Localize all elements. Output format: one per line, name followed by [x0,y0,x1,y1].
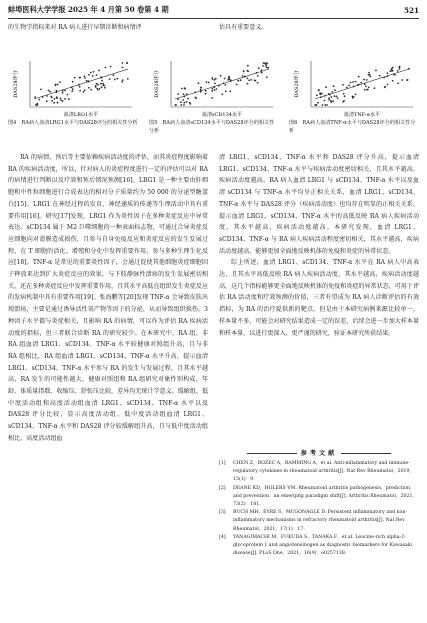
data-point [189,102,191,104]
data-point [318,90,320,92]
body-paragraph: 清 LRG1、sCD134、TNF-α 水平和 DAS28 评分升高，提示血清 LRG1、sCD134、TNF-α 水平与疾病活动度密切相关，且其水平越高，疾病活动度越高。RA 病人血清 LRG1 与 sCD134、TNF-α 水平以及血清 sCD134 与 TNF-α 水平均呈正相关关系，血清 LRG1、sCD134、TNF-α 水平与 DAS28 评分（疾病活动度）也均存在明显的正相关关系，提示血清 LRG1、sCD134、TNF-α 水平的高低反映 RA 病人疾病活动度，其水平越高，疾病活动度越高。本研究发现，血清 LRG1、sCD134、TNF-α 与 RA 病人疾病活动程度密切相关，其水平越高，疾病活动度越高，能够更加全面地反映机体的免疫和炎症的异常状态。 [219,154,419,255]
data-point [109,78,111,80]
reference-number: [4] [219,534,226,540]
data-point [315,104,317,106]
data-point [184,87,186,89]
data-point [364,89,366,91]
data-point [242,75,244,77]
data-point [50,96,52,98]
data-point [114,79,116,81]
data-point [247,70,249,72]
data-point [237,80,239,82]
divider [247,453,297,454]
data-point [205,93,207,95]
figure-4 [8,57,138,147]
y-axis-label: DAS28评分 [294,70,300,98]
data-point [220,75,222,77]
reference-number: [2] [219,485,226,491]
data-point [392,67,394,69]
data-point [79,90,81,92]
scatter-plot-lrg1 [8,57,138,119]
data-point [336,95,338,97]
data-point [324,100,326,102]
data-point [180,104,182,106]
reference-text: DEANE KD，HOLERS VM. Rheumatoid arthritis pathogenesis，prediction，and prevention：an emerging paradigm shift[J]. Arthritis Rheumatol，2021，73(2)：181. [233,485,418,508]
body-paragraph: RA 的病情、预后等主要依赖疾病活动度的评估，而其炎症程度影响着 RA 的疾病活动度，所以，针对病人的炎症程度进行一定的评估可以对 RA 的病情进行判断以及疗效和预后情况预测[16]。LRG1 是一种主要由肝细胞和中性粒细胞进行合成表达的相对分子质量约为 50 000 的分泌型糖蛋白[15]。LRG1 在神经过程的发育、神经递质的传递等生理活动中具有重要作用[16]。研究[17]发现，LRG1 作为炎性因子在多种炎症反应中异常表达。sCD134 属于 M2 巨噬细胞的一种表面标志物，可通过合导炎症反应细胞向对滑膜造成损伤，且参与自身免疫反应和炎症反应的发生发展过程，在 T 细胞的活化、增殖和分化中发挥重要作用，参与多种生理生化反应[18]。TNF-α 是常见的重要炎性因子，会通过促使其他细胞炎症细胞因子释放来达到扩大炎症反应的效果，与下肢静脉性溃疡的发生发展密切相关，还在多种炎症反应中发挥重要作用，且其水平高低在组织发生炎症反应的发病机制中具有重要作用[19]。张海鹏等[20]发现 TNF-α 会导致皮肤出现溃疡，主要是通过诱导活性氧产物等因子的分泌，从而导致组织损伤。3 种因子水平都与炎症相关，且影响 RA 的病情，可以作为评估 RA 疾病活动度的指标，但三者联合诊断 RA 的研究较少。在本研究中，RA 组、非 RA 组血清 LRG1、sCD134、TNF-α 水平较健康对照组升高，且与非 RA 组相比，RA 组血清 LRG1、sCD134、TNF-α 水平升高，提示血清 LRG1、sCD134、TNF-α 水平参与 RA 的发生与发展过程，且其水平越高，RA 发生的可能性越大。健康对照组和 RA 组研究对象性别构成、年龄、体质量指数、收缩压、舒张压比较，差异均无统计学意义。缓解组、低中度活动组和高度活动组血清 LRG1、sCD134、TNF-α 水平以及 DAS28 评分比较，显示高度活动组、低中度活动组血清 LRG1、sCD134、TNF-α 水平和 DAS28 评分较缓解组升高，且与低中度活动组相比，高度活动组血 [8,154,208,442]
figure-5 [149,57,279,147]
data-point [200,87,202,89]
data-point [368,87,370,89]
data-point [355,81,357,83]
data-point [330,100,332,102]
data-point [175,104,177,106]
data-point [348,85,350,87]
data-point [53,102,55,104]
data-point [57,102,59,104]
data-point [369,76,371,78]
data-point [387,84,389,86]
data-point [344,95,346,97]
data-point [74,77,76,79]
data-point [215,78,217,80]
data-point [100,83,102,85]
reference-item [219,460,419,485]
data-point [266,76,268,78]
reference-number: [3] [219,510,226,516]
page-number: 521 [403,5,419,15]
data-point [211,90,213,92]
text-line: 估具有重要意义。 [219,24,268,31]
data-point [72,81,74,83]
data-point [181,88,183,90]
data-point [98,70,100,72]
data-point [211,88,213,90]
data-point [103,85,105,87]
fit-line [315,69,409,99]
data-point [374,87,376,89]
text-line: 的生物学指标来对 RA 病人进行早期诊断和病情评 [8,24,142,31]
data-point [389,70,391,72]
data-point [183,104,185,106]
data-point [331,91,333,93]
data-point [187,98,189,100]
scatter-plot-tnf [289,57,419,119]
data-point [92,75,94,77]
data-point [62,92,64,94]
data-point [225,90,227,92]
data-point [224,78,226,80]
data-point [317,102,319,104]
data-point [48,90,50,92]
data-point [397,83,399,85]
reference-text: BUCH MH，EYRE S，MCGONAGLE D. Persistent inflammatory and non-inflammatory mechanisms in refractory rheumatoid arthritis[J]. Nat Rev Rheumatol，2021，17(1)：17. [233,510,408,532]
data-point [262,65,264,67]
data-point [399,66,401,68]
data-point [247,65,249,67]
data-point [90,72,92,74]
data-point [240,79,242,81]
data-point [216,88,218,90]
references-heading [219,448,419,457]
data-point [326,104,328,106]
data-point [180,101,182,103]
data-point [250,79,252,81]
data-point [334,95,336,97]
data-point [46,100,48,102]
data-point [214,79,216,81]
data-point [83,76,85,78]
data-point [214,83,216,85]
reference-item [219,485,419,510]
data-point [379,75,381,77]
data-point [352,81,354,83]
data-point [342,84,344,86]
data-point [401,79,403,81]
data-point [57,84,59,86]
data-point [110,66,112,68]
data-point [391,69,393,71]
data-point [34,96,36,98]
data-point [38,99,40,101]
left-body [8,152,208,445]
reference-number: [1] [219,461,226,466]
data-point [186,101,188,103]
figure-4-caption: 图4 RA病人血清LRG1水平与DAS28评分的相关性分析 [8,120,138,126]
data-point [86,80,88,82]
data-point [205,90,207,92]
data-point [392,80,394,82]
reference-item [219,509,419,534]
data-point [198,82,200,84]
data-point [266,62,268,64]
data-point [177,93,179,95]
data-point [375,70,377,72]
data-point [206,81,208,83]
figure-row [8,57,419,147]
data-point [101,80,103,82]
data-point [55,84,57,86]
data-point [257,82,259,84]
data-point [328,97,330,99]
data-point [84,77,86,79]
divider [341,453,391,454]
journal-title: 蚌埠医科大学学报 2025 年 4 月第 50 卷第 4 期 [8,5,169,14]
data-point [352,97,354,99]
data-point [333,85,335,87]
fit-line [34,69,128,99]
references-title: 参考文献 [300,450,338,457]
y-axis-label: DAS28评分 [154,70,160,98]
data-point [88,74,90,76]
data-point [247,83,249,85]
data-point [96,74,98,76]
data-point [56,96,58,98]
x-axis-label: 血清sCD134水平 [202,112,242,118]
data-point [258,67,260,69]
reference-text: YANAGIMACHI M，FUKUDA S，TANAKA F，et al. Leucine-rich alpha-2-glycoprotein 1 and angiotensinogen as diagnostic biomarkers for Kawasaki disease[J]. PLoS One，2021，16(9)：e0257138. [233,534,413,557]
data-point [126,62,128,64]
y-axis-label: DAS28评分 [13,70,19,98]
data-point [67,94,69,96]
data-point [350,82,352,84]
data-point [346,87,348,89]
data-point [265,65,267,67]
data-point [224,84,226,86]
data-point [214,89,216,91]
data-point [208,82,210,84]
data-point [105,67,107,69]
running-header [8,3,419,17]
data-point [79,86,81,88]
data-point [261,72,263,74]
top-right-text [219,22,419,34]
data-point [51,100,53,102]
header-rule [8,18,419,19]
data-point [64,98,66,100]
data-point [72,88,74,90]
data-point [406,79,408,81]
data-point [101,86,103,88]
data-point [79,77,81,79]
body-paragraph: 综上所述，血清 LRG1、sCD134、TNF-α 水平在 RA 病人中高表达，且其水平高低反映 RA 病人疾病活动度，其水平越高，疾病活动度越高，这几个指标能够更全面地反映机体的免疫和炎症的异常状态，可用于评估 RA 活动度和疗效预测的价值，三者有望成为 RA 病人诊断评估的有效指标，为 RA 的治疗提供新的靶点。但是由于本研究病例来源比较单一，样本量不多，可能会对研究结果造成一定的误差，后续会进一步加大样本量和样本量，以进行更深入、更严谨的研究，验证本研究所获结果。 [219,259,419,337]
data-point [221,93,223,95]
data-point [71,90,73,92]
reference-item [219,534,419,559]
data-point [99,88,101,90]
data-point [332,100,334,102]
data-point [319,94,321,96]
data-point [384,86,386,88]
data-point [355,93,357,95]
data-point [122,79,124,81]
data-point [95,85,97,87]
data-point [49,91,51,93]
data-point [399,68,401,70]
data-point [324,104,326,106]
references-list [219,460,419,558]
data-point [83,91,85,93]
data-point [337,97,339,99]
data-point [68,98,70,100]
data-point [247,78,249,80]
data-point [96,83,98,85]
data-point [322,104,324,106]
data-point [257,75,259,77]
data-point [365,85,367,87]
data-point [328,99,330,101]
data-point [40,89,42,91]
data-point [90,89,92,91]
figure-6 [289,57,419,147]
data-point [325,86,327,88]
data-point [248,80,250,82]
top-left-text [8,22,208,34]
data-point [360,82,362,84]
scatter-plot-scd134 [149,57,279,119]
data-point [368,72,370,74]
data-point [194,97,196,99]
data-point [60,97,62,99]
reference-text: CHEN Z，BOZEC A，RAMMING A，et al. Anti-inflammatory and immune-regulatory cytokines in rheumatoid arthritis[J]. Nat Rev Rheumatol，2019，15(1)：9. [233,461,415,483]
data-point [263,62,265,64]
data-point [35,104,37,106]
data-point [366,79,368,81]
data-point [88,87,90,89]
x-axis-label: 血清TNF-α水平 [343,112,381,118]
data-point [121,81,123,83]
figure-5-caption: 图5 RA病人血清sCD134水平与DAS28评分的相关性分析 [149,120,275,134]
data-point [343,93,345,95]
data-point [36,103,38,105]
data-point [122,67,124,69]
data-point [84,89,86,91]
data-point [62,100,64,102]
data-point [104,87,106,89]
data-point [93,71,95,73]
data-point [230,91,232,93]
data-point [64,90,66,92]
figure-6-caption: 图6 RA病人血清TNF-α水平与DAS28评分的相关性分析 [289,120,416,134]
data-point [211,97,213,99]
data-point [342,101,344,103]
data-point [96,88,98,90]
data-point [254,79,256,81]
x-axis-label: 血清LRG1水平 [63,112,99,118]
data-point [363,79,365,81]
data-point [116,78,118,80]
data-point [122,62,124,64]
data-point [127,78,129,80]
data-point [183,102,185,104]
data-point [397,70,399,72]
data-point [243,71,245,73]
data-point [183,93,185,95]
right-body [219,152,419,339]
data-point [387,72,389,74]
data-point [59,81,61,83]
data-point [366,89,368,91]
data-point [54,98,56,100]
data-point [182,99,184,101]
data-point [316,94,318,96]
data-point [358,76,360,78]
data-point [321,93,323,95]
data-point [331,96,333,98]
data-point [334,89,336,91]
data-point [267,67,269,69]
data-point [113,74,115,76]
data-point [236,84,238,86]
data-point [46,95,48,97]
data-point [228,77,230,79]
data-point [212,78,214,80]
data-point [368,74,370,76]
